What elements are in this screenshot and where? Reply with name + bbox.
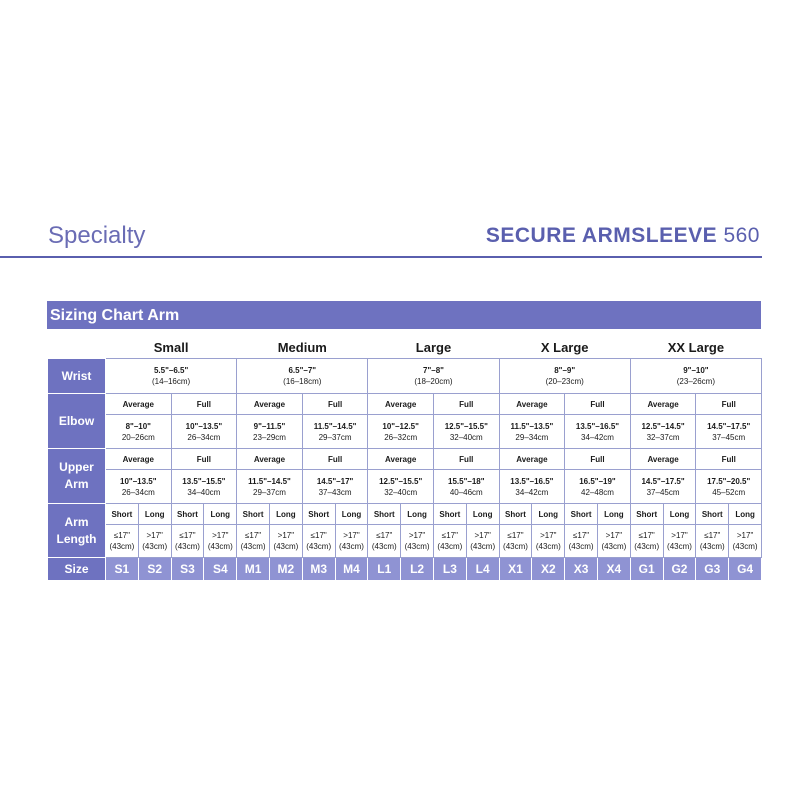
upper_arm-cell	[565, 470, 631, 504]
wrist-range-cm: (23–26cm)	[676, 377, 716, 386]
length-short-in: ≤17"	[245, 531, 262, 540]
elbow-range-cm: 23–29cm	[253, 432, 286, 442]
row-label-upper_arm: Upper Arm	[48, 449, 106, 504]
elbow-value-row	[48, 415, 762, 449]
fit-average-label: Average	[237, 449, 303, 470]
elbow-cell	[499, 415, 565, 449]
length-short-label: Short	[302, 504, 335, 525]
wrist-range-in: 6.5"–7"	[288, 366, 317, 375]
length-short-cm: (43cm)	[503, 542, 528, 551]
elbow-range-in: 10"–12.5"	[382, 421, 419, 431]
upper_arm-range-in: 15.5"–18"	[448, 476, 485, 486]
fit-average-label: Average	[106, 394, 172, 415]
length-short-in: ≤17"	[507, 531, 524, 540]
fit-full-label: Full	[302, 449, 368, 470]
upper_arm-range-cm: 40–46cm	[449, 487, 483, 497]
size-code: S4	[204, 558, 237, 581]
size-row	[48, 558, 762, 581]
wrist-range-in: 9"–10"	[683, 366, 709, 375]
group-header-row	[48, 336, 762, 359]
wrist-range-in: 8"–9"	[554, 366, 576, 375]
row-label-wrist: Wrist	[48, 359, 106, 394]
upper_arm-cell	[302, 470, 368, 504]
elbow-range-cm: 32–40cm	[449, 432, 483, 442]
upper_arm-range-cm: 37–45cm	[646, 487, 680, 497]
upper_arm-cell	[499, 470, 565, 504]
elbow-fit-row	[48, 394, 762, 415]
elbow-range-cm: 32–37cm	[646, 432, 680, 442]
elbow-range-cm: 34–42cm	[581, 432, 614, 442]
length-long-cm: (43cm)	[535, 542, 561, 551]
wrist-range-in: 5.5"–6.5"	[153, 366, 189, 375]
elbow-range-in: 13.5"–16.5"	[575, 421, 620, 431]
elbow-range-cm: 26–34cm	[187, 432, 221, 442]
elbow-cell	[368, 415, 434, 449]
length-short-cell	[171, 525, 204, 558]
length-short-label: Short	[106, 504, 139, 525]
length-short-label: Short	[433, 504, 466, 525]
length-long-in: >17"	[474, 531, 491, 540]
fit-average-label: Average	[630, 449, 696, 470]
elbow-range-in: 12.5"–14.5"	[641, 421, 685, 431]
upper_arm-range-in: 11.5"–14.5"	[248, 476, 291, 486]
wrist-range-cm: (16–18cm)	[283, 377, 322, 386]
chart-title: Sizing Chart Arm	[47, 301, 761, 329]
upper_arm-cell	[368, 470, 434, 504]
length-long-label: Long	[663, 504, 696, 525]
size-code: M1	[237, 558, 270, 581]
length-long-in: >17"	[212, 531, 229, 540]
elbow-range-in: 11.5"–14.5"	[313, 421, 357, 431]
fit-average-label: Average	[106, 449, 172, 470]
size-code: L3	[433, 558, 466, 581]
size-code: X4	[597, 558, 630, 581]
length-short-label: Short	[696, 504, 729, 525]
fit-full-label: Full	[171, 449, 237, 470]
product-title	[486, 224, 760, 248]
upper_arm-cell	[171, 470, 237, 504]
length-long-in: >17"	[736, 531, 754, 540]
upper_arm-fit-row	[48, 449, 762, 470]
length-long-in: >17"	[540, 531, 557, 540]
wrist-range-in: 7"–8"	[423, 366, 444, 375]
size-code: G1	[630, 558, 663, 581]
length-long-cm: (43cm)	[339, 542, 364, 551]
upper_arm-cell	[630, 470, 696, 504]
length-short-in: ≤17"	[310, 531, 327, 540]
upper_arm-cell	[696, 470, 762, 504]
length-long-cm: (43cm)	[601, 542, 627, 551]
length-short-in: ≤17"	[638, 531, 655, 540]
upper_arm-range-in: 17.5"–20.5"	[707, 476, 751, 486]
length-long-in: >17"	[146, 531, 163, 540]
length-long-cell	[466, 525, 499, 558]
fit-average-label: Average	[499, 394, 565, 415]
length-short-cm: (43cm)	[371, 542, 397, 551]
wrist-range-cm: (14–16cm)	[151, 377, 191, 386]
wrist-cell	[368, 359, 499, 394]
length-short-in: ≤17"	[704, 531, 721, 540]
fit-full-label: Full	[433, 394, 499, 415]
upper_arm-range-in: 13.5"–15.5"	[182, 476, 226, 486]
elbow-cell	[630, 415, 696, 449]
upper_arm-range-in: 13.5"–16.5"	[510, 476, 554, 486]
length-short-cell	[696, 525, 729, 558]
elbow-cell	[565, 415, 631, 449]
upper_arm-value-row	[48, 470, 762, 504]
upper_arm-range-cm: 42–48cm	[581, 487, 614, 497]
size-code: L2	[401, 558, 434, 581]
size-code: S2	[138, 558, 171, 581]
length-long-in: >17"	[408, 531, 426, 540]
length-long-cell	[532, 525, 565, 558]
length-long-cm: (43cm)	[273, 542, 299, 551]
elbow-cell	[237, 415, 303, 449]
wrist-range-cm: (18–20cm)	[414, 377, 453, 386]
length-short-in: ≤17"	[441, 531, 458, 540]
length-long-label: Long	[729, 504, 762, 525]
length-short-label: Short	[630, 504, 663, 525]
sizing-table	[47, 336, 762, 581]
elbow-range-cm: 20–26cm	[121, 432, 155, 442]
length-long-cm: (43cm)	[667, 542, 692, 551]
upper_arm-range-in: 14.5"–17"	[316, 476, 354, 486]
fit-average-label: Average	[368, 449, 434, 470]
wrist-range-cm: (20–23cm)	[545, 377, 584, 386]
elbow-cell	[106, 415, 172, 449]
length-short-label: Short	[171, 504, 204, 525]
size-code: S3	[171, 558, 204, 581]
length-short-label: Short	[237, 504, 270, 525]
length-short-in: ≤17"	[376, 531, 393, 540]
wrist-cell	[237, 359, 368, 394]
elbow-range-in: 14.5"–17.5"	[707, 421, 751, 431]
wrist-cell	[630, 359, 761, 394]
elbow-range-in: 8"–10"	[125, 421, 151, 431]
length-short-cm: (43cm)	[699, 542, 725, 551]
length-short-cell	[368, 525, 401, 558]
size-code: S1	[106, 558, 139, 581]
elbow-range-cm: 29–34cm	[515, 432, 549, 442]
row-label-size: Size	[48, 558, 106, 581]
elbow-range-cm: 37–45cm	[712, 432, 746, 442]
fit-full-label: Full	[696, 394, 762, 415]
corner-cell	[48, 336, 106, 359]
length-long-cell	[204, 525, 237, 558]
upper_arm-cell	[237, 470, 303, 504]
fit-average-label: Average	[368, 394, 434, 415]
size-code: L4	[466, 558, 499, 581]
length-short-label: Short	[565, 504, 598, 525]
fit-average-label: Average	[237, 394, 303, 415]
length-long-cm: (43cm)	[732, 542, 758, 551]
row-label-elbow: Elbow	[48, 394, 106, 449]
upper_arm-cell	[433, 470, 499, 504]
wrist-cell	[499, 359, 630, 394]
length-long-label: Long	[401, 504, 434, 525]
length-short-cm: (43cm)	[634, 542, 660, 551]
size-code: M4	[335, 558, 368, 581]
length-long-in: >17"	[277, 531, 295, 540]
length-long-cm: (43cm)	[404, 542, 430, 551]
length-short-cell	[106, 525, 139, 558]
fit-full-label: Full	[565, 394, 631, 415]
length-long-in: >17"	[343, 531, 360, 540]
length-short-cell	[630, 525, 663, 558]
length-long-cell	[729, 525, 762, 558]
size-code: M3	[302, 558, 335, 581]
length-long-label: Long	[138, 504, 171, 525]
length-long-label: Long	[269, 504, 302, 525]
fit-full-label: Full	[433, 449, 499, 470]
fit-full-label: Full	[565, 449, 631, 470]
fit-average-label: Average	[499, 449, 565, 470]
length-short-cell	[433, 525, 466, 558]
upper_arm-cell	[106, 470, 172, 504]
group-header: Medium	[277, 339, 327, 355]
product-number: 560	[723, 224, 760, 247]
length-short-cell	[302, 525, 335, 558]
upper_arm-range-in: 12.5"–15.5"	[379, 476, 423, 486]
length-short-cm: (43cm)	[109, 542, 135, 551]
upper_arm-range-in: 10"–13.5"	[120, 476, 157, 486]
length-short-cm: (43cm)	[437, 542, 463, 551]
length-long-cell	[597, 525, 630, 558]
header-divider	[0, 256, 762, 258]
fit-full-label: Full	[302, 394, 368, 415]
elbow-range-in: 10"–13.5"	[185, 421, 223, 431]
size-code: G2	[663, 558, 696, 581]
length-long-cm: (43cm)	[142, 542, 168, 551]
upper_arm-range-in: 16.5"–19"	[579, 476, 616, 486]
length-long-cell	[401, 525, 434, 558]
length-long-cell	[138, 525, 171, 558]
size-code: X3	[565, 558, 598, 581]
group-header: Large	[415, 339, 452, 355]
length-short-cm: (43cm)	[240, 542, 266, 551]
arm-length-label-row	[48, 504, 762, 525]
length-short-cm: (43cm)	[568, 542, 594, 551]
fit-average-label: Average	[630, 394, 696, 415]
upper_arm-range-cm: 34–42cm	[515, 487, 549, 497]
length-short-cell	[499, 525, 532, 558]
elbow-cell	[696, 415, 762, 449]
upper_arm-range-cm: 29–37cm	[253, 487, 286, 497]
length-long-cell	[269, 525, 302, 558]
upper_arm-range-cm: 26–34cm	[121, 487, 155, 497]
length-short-cm: (43cm)	[175, 542, 200, 551]
upper_arm-range-cm: 45–52cm	[712, 487, 746, 497]
elbow-cell	[171, 415, 237, 449]
length-long-label: Long	[532, 504, 565, 525]
wrist-row	[48, 359, 762, 394]
row-label-arm-length: Arm Length	[48, 504, 106, 558]
length-short-cm: (43cm)	[306, 542, 332, 551]
group-header: X Large	[540, 339, 589, 355]
length-short-label: Short	[499, 504, 532, 525]
wrist-cell	[106, 359, 237, 394]
arm-length-value-row	[48, 525, 762, 558]
length-long-label: Long	[335, 504, 368, 525]
size-code: X1	[499, 558, 532, 581]
length-short-in: ≤17"	[113, 531, 130, 540]
length-long-cm: (43cm)	[207, 542, 233, 551]
upper_arm-range-in: 14.5"–17.5"	[641, 476, 685, 486]
size-code: G4	[729, 558, 762, 581]
category-title: Specialty	[48, 222, 146, 249]
fit-full-label: Full	[696, 449, 762, 470]
length-short-cell	[237, 525, 270, 558]
size-code: X2	[532, 558, 565, 581]
elbow-range-in: 11.5"–13.5"	[510, 421, 554, 431]
length-long-cell	[663, 525, 696, 558]
elbow-range-cm: 29–37cm	[318, 432, 352, 442]
length-long-label: Long	[597, 504, 630, 525]
elbow-cell	[433, 415, 499, 449]
length-short-in: ≤17"	[573, 531, 590, 540]
length-long-in: >17"	[671, 531, 688, 540]
length-short-in: ≤17"	[179, 531, 196, 540]
elbow-range-in: 9"–11.5"	[253, 421, 286, 431]
length-short-label: Short	[368, 504, 401, 525]
length-long-cm: (43cm)	[470, 542, 496, 551]
upper_arm-range-cm: 32–40cm	[384, 487, 418, 497]
length-long-in: >17"	[605, 531, 623, 540]
elbow-range-in: 12.5"–15.5"	[444, 421, 488, 431]
length-short-cell	[565, 525, 598, 558]
length-long-label: Long	[466, 504, 499, 525]
group-header: Small	[153, 339, 189, 355]
elbow-cell	[302, 415, 368, 449]
fit-full-label: Full	[171, 394, 237, 415]
upper_arm-range-cm: 37–43cm	[318, 487, 352, 497]
size-code: L1	[368, 558, 401, 581]
upper_arm-range-cm: 34–40cm	[187, 487, 221, 497]
elbow-range-cm: 26–32cm	[384, 432, 418, 442]
group-header: XX Large	[667, 339, 725, 355]
length-long-label: Long	[204, 504, 237, 525]
size-code: M2	[269, 558, 302, 581]
length-long-cell	[335, 525, 368, 558]
product-name: SECURE ARMSLEEVE	[485, 224, 718, 247]
size-code: G3	[696, 558, 729, 581]
